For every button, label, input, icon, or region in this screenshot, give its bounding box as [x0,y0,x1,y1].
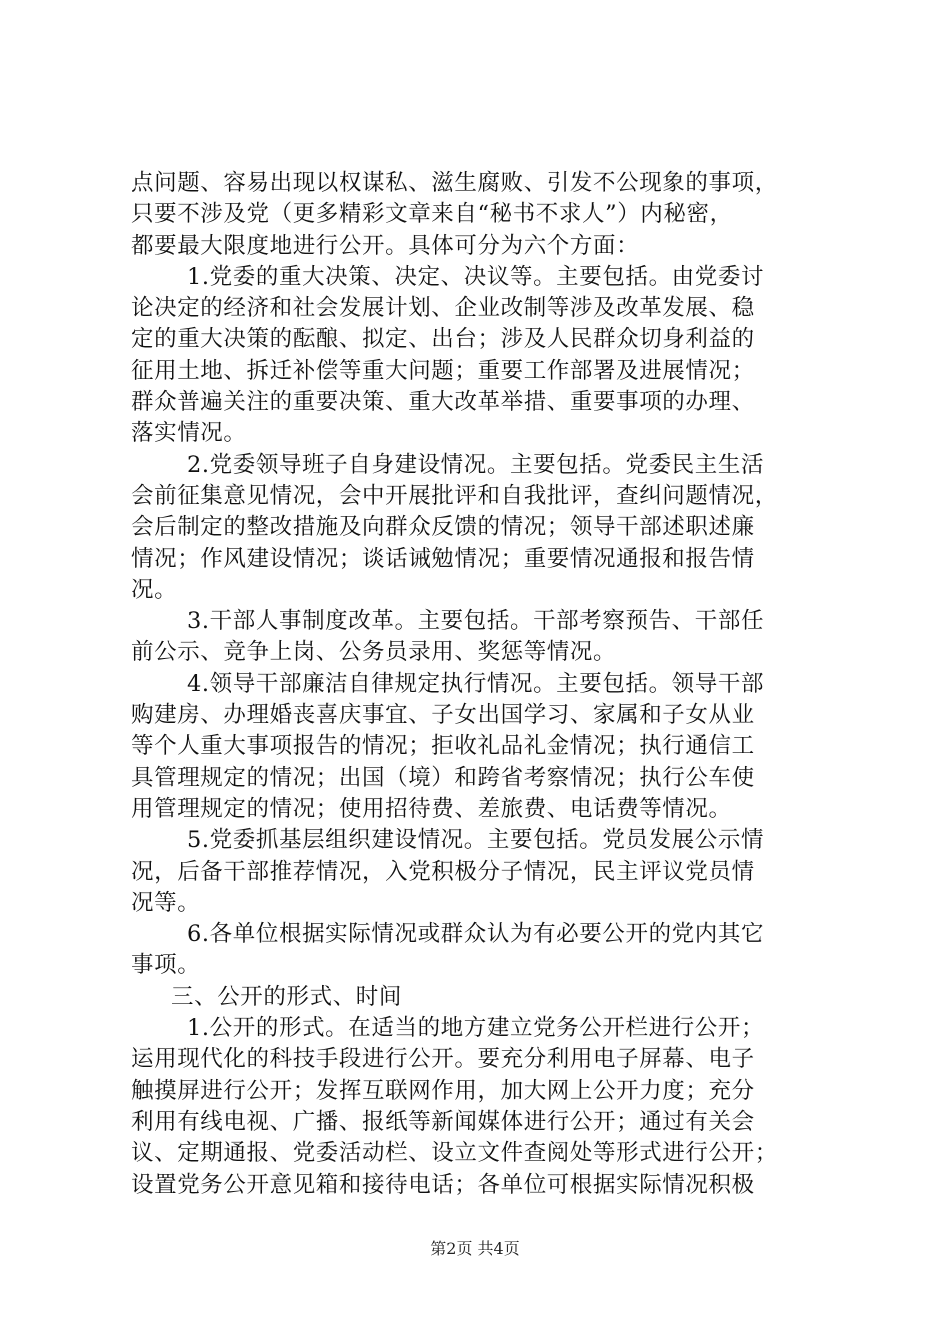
text-line: 况等。 [131,889,201,916]
text-line: 只要不涉及党（更多精彩文章来自“秘书不求人”）内秘密， [131,201,733,228]
text-line: 情况；作风建设情况；谈话诫勉情况；重要情况通报和报告情 [131,545,755,572]
text-line: 落实情况。 [131,420,247,447]
text-line: 用管理规定的情况；使用招待费、差旅费、电话费等情况。 [131,795,732,822]
item-3-heading: 3.干部人事制度改革。主要包括。干部考察预告、干部任 [187,608,765,635]
text-line: 前公示、竞争上岗、公务员录用、奖惩等情况。 [131,639,617,666]
text-line: 等个人重大事项报告的情况；拒收礼品礼金情况；执行通信工 [131,733,755,760]
text-line: 会前征集意见情况，会中开展批评和自我批评，查纠问题情况， [131,482,778,509]
text-line: 群众普遍关注的重要决策、重大改革举措、重要事项的办理、 [131,389,755,416]
text-line: 触摸屏进行公开；发挥互联网作用，加大网上公开力度；充分 [131,1077,755,1104]
text-line: 况。 [131,576,178,603]
item-6-heading: 6.各单位根据实际情况或群众认为有必要公开的党内其它 [187,921,765,948]
section-heading: 三、公开的形式、时间 [171,983,403,1010]
page-number-footer: 第2页 共4页 [430,1239,520,1258]
item-2-heading: 2.党委领导班子自身建设情况。主要包括。党委民主生活 [187,451,765,478]
text-line: 点问题、容易出现以权谋私、滋生腐败、引发不公现象的事项， [131,170,778,196]
text-line: 利用有线电视、广播、报纸等新闻媒体进行公开；通过有关会 [131,1108,755,1135]
item-4-heading: 4.领导干部廉洁自律规定执行情况。主要包括。领导干部 [187,670,765,697]
item-5-heading: 5.党委抓基层组织建设情况。主要包括。党员发展公示情 [187,827,765,854]
subsection-1-heading: 1.公开的形式。在适当的地方建立党务公开栏进行公开； [187,1015,765,1042]
text-line: 具管理规定的情况；出国（境）和跨省考察情况；执行公车使 [131,764,755,791]
document-body [131,168,831,1201]
text-line: 事项。 [131,952,201,979]
text-line: 定的重大决策的酝酿、拟定、出台；涉及人民群众切身利益的 [131,326,755,353]
text-line: 购建房、办理婚丧喜庆事宜、子女出国学习、家属和子女从业 [131,702,755,729]
text-line: 议、定期通报、党委活动栏、设立文件查阅处等形式进行公开； [131,1140,778,1167]
item-1-heading: 1.党委的重大决策、决定、决议等。主要包括。由党委讨 [187,263,765,290]
text-line: 况，后备干部推荐情况，入党积极分子情况，民主评议党员情 [131,858,755,885]
text-line: 会后制定的整改措施及向群众反馈的情况；领导干部述职述廉 [131,514,755,541]
text-line: 征用土地、拆迁补偿等重大问题；重要工作部署及进展情况； [131,357,755,384]
text-line: 都要最大限度地进行公开。具体可分为六个方面： [131,232,640,259]
text-line: 设置党务公开意见箱和接待电话；各单位可根据实际情况积极 [131,1171,755,1198]
text-line: 运用现代化的科技手段进行公开。要充分利用电子屏幕、电子 [131,1046,755,1073]
text-line: 论决定的经济和社会发展计划、企业改制等涉及改革发展、稳 [131,295,755,322]
